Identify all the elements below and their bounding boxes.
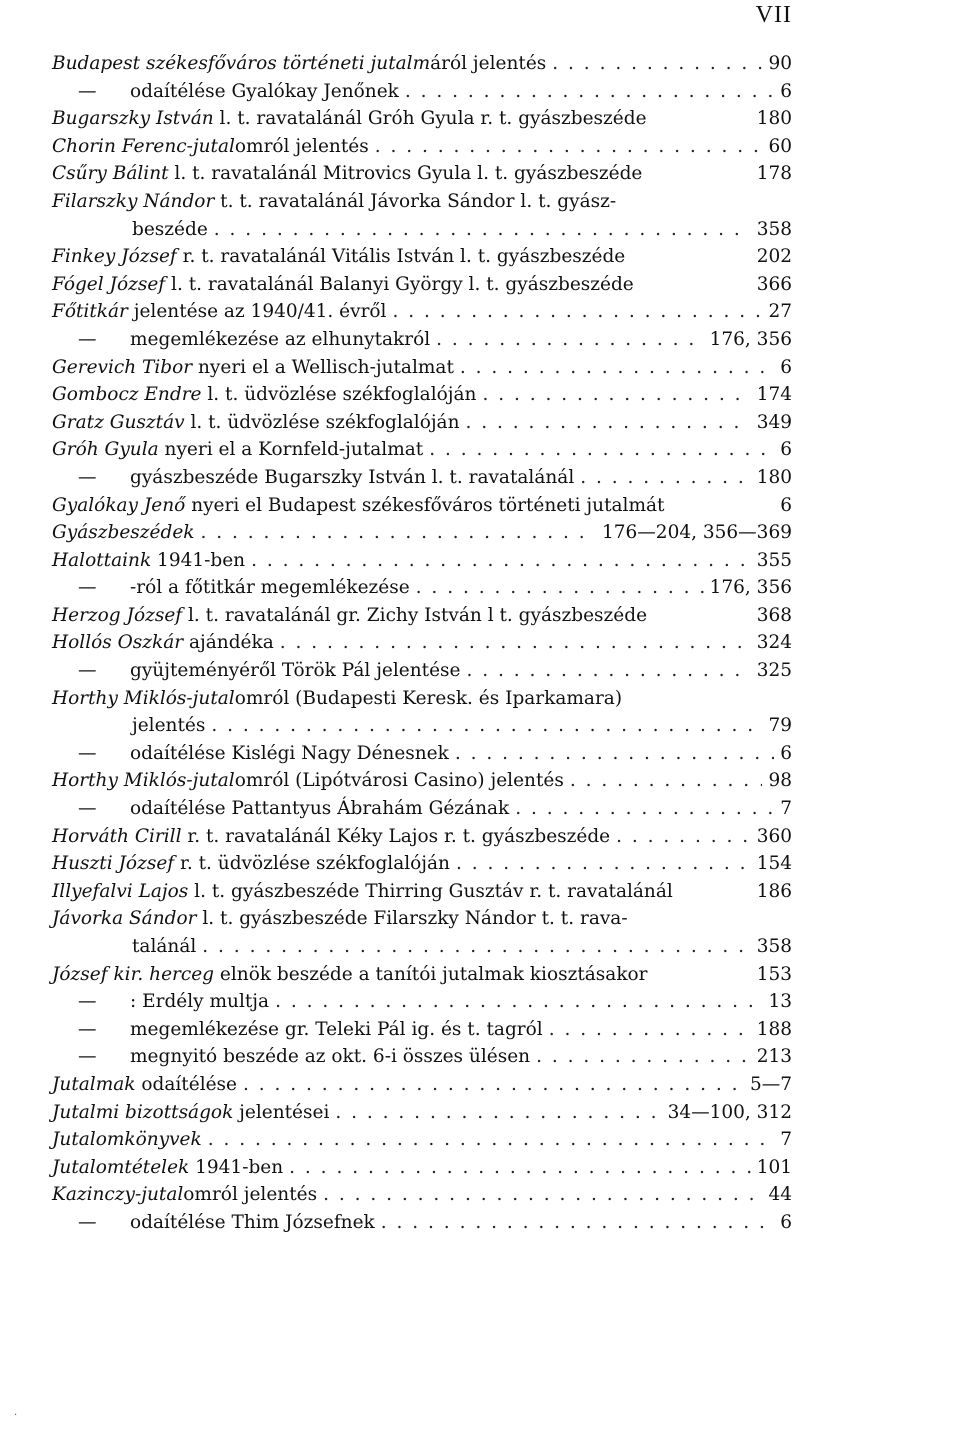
- entry-pages: 6: [780, 494, 792, 516]
- margin-dot: ·: [14, 1410, 18, 1421]
- entry-subject: Herzog József: [52, 604, 183, 626]
- entry-description: gyászbeszéde Bugarszky István l. t. ravatalánál: [130, 466, 575, 488]
- entry-pages: 360: [756, 825, 792, 847]
- entry-pages: 6: [780, 1211, 792, 1233]
- entry-subject: Horváth Cirill: [52, 825, 182, 847]
- entry-pages: 6: [780, 80, 792, 102]
- entry-subject: József kir. herceg: [52, 963, 215, 985]
- index-entry: [52, 1071, 792, 1099]
- entry-description: l. t. ravatalánál Balanyi György l. t. gyászbeszéde: [165, 273, 634, 295]
- dot-leader: [208, 1126, 775, 1154]
- entry-description: ajándéka: [183, 632, 274, 654]
- entry-subject: Fógel József: [52, 273, 166, 295]
- entry-pages: 79: [768, 715, 792, 737]
- entry-description: l. t. üdvözlése székfoglalóján: [184, 411, 460, 433]
- entry-subject: Gyalókay Jenő: [52, 494, 186, 516]
- entry-description: elnök beszéde a tanítói jutalmak kiosztásakor: [214, 963, 648, 985]
- index-entry: [52, 574, 792, 602]
- index-entry: [52, 519, 792, 547]
- entry-pages: 213: [756, 1046, 792, 1068]
- entry-description: r. t. ravatalánál Kéky Lajos r. t. gyászbeszéde: [181, 825, 611, 847]
- entry-subject: Horthy Miklós-jutal: [52, 687, 235, 709]
- entry-pages: 174: [756, 384, 792, 406]
- entry-pages: 366: [756, 273, 792, 295]
- entry-pages: 368: [756, 604, 792, 626]
- entry-description: áról jelentés: [430, 53, 547, 74]
- dot-leader: [580, 464, 750, 492]
- entry-text: [52, 574, 410, 602]
- entry-text: [52, 712, 205, 740]
- entry-subject: Gróh Gyula: [52, 439, 159, 461]
- entry-description: r. t. ravatalánál Vitális István l. t. gyászbeszéde: [176, 246, 626, 268]
- dot-leader: [466, 409, 751, 437]
- entry-description: omról jelentés: [183, 1184, 318, 1206]
- dot-leader: [243, 1071, 744, 1099]
- entry-description: l. t. gyászbeszéde Thirring Gusztáv r. t. ravatalánál: [188, 880, 673, 902]
- entry-description: omról (Budapesti Keresk. és Iparkamara): [234, 687, 623, 709]
- entry-subject: Chorin Ferenc-jutal: [52, 135, 235, 157]
- index-entry: [52, 216, 792, 244]
- entry-text: [52, 933, 196, 961]
- entry-subject: Illyefalvi Lajos: [52, 880, 189, 902]
- dot-leader: [482, 381, 750, 409]
- entry-pages: 13: [768, 991, 792, 1013]
- dot-leader: [392, 298, 762, 326]
- entry-text: [52, 519, 194, 547]
- dot-leader: [405, 78, 774, 106]
- entry-text: [52, 1043, 530, 1071]
- index-entry: [52, 795, 792, 823]
- index-entry: [52, 988, 792, 1016]
- entry-text: [52, 823, 610, 851]
- index-entry: [52, 160, 792, 188]
- entry-pages: 98: [768, 770, 792, 792]
- entry-subject: Csűry Bálint: [52, 163, 169, 185]
- entry-description: omról jelentés: [234, 135, 369, 157]
- entry-text: [52, 850, 450, 878]
- entry-subject: Jutalmak: [52, 1073, 136, 1095]
- entry-pages: 324: [756, 632, 792, 654]
- entry-description: odaítélése Gyalókay Jenőnek: [130, 80, 399, 102]
- index-entry: [52, 1126, 792, 1154]
- dot-leader: [381, 1209, 774, 1237]
- entry-pages: 325: [756, 660, 792, 682]
- index-entry: [52, 629, 792, 657]
- index-entry: [52, 326, 792, 354]
- index-entry: [52, 133, 792, 161]
- entry-description: jelentései: [233, 1101, 330, 1123]
- entry-pages: 6: [780, 742, 792, 764]
- dot-leader: [515, 795, 774, 823]
- entry-pages: 176—204, 356—369: [601, 522, 792, 544]
- index-entry: [52, 767, 792, 795]
- entry-text: [52, 740, 449, 768]
- entry-text: [52, 133, 369, 161]
- index-entry: [52, 933, 792, 961]
- dot-leader: [536, 1043, 751, 1071]
- entry-text: [52, 1099, 329, 1127]
- entry-description: odaítélése: [135, 1073, 237, 1095]
- entry-subject: Filarszky Nándor: [52, 190, 215, 212]
- entry-text: [52, 1154, 283, 1182]
- entry-pages: 5—7: [749, 1073, 792, 1095]
- entry-description: jelentése az 1940/41. évről: [127, 301, 387, 323]
- dot-leader: [251, 547, 751, 575]
- entry-text: [52, 905, 628, 933]
- entry-subject: Kazinczy-jutal: [52, 1184, 184, 1206]
- entry-subject: Jutalomtételek: [52, 1156, 190, 1178]
- entry-description: l. t. üdvözlése székfoglalóján: [201, 384, 477, 406]
- entry-pages: 6: [780, 356, 792, 378]
- entry-text: [52, 78, 399, 106]
- entry-description: beszéde: [132, 218, 208, 240]
- entry-text: [52, 160, 642, 188]
- index-entry: [52, 657, 792, 685]
- dot-leader: [455, 740, 774, 768]
- entry-text: [52, 602, 647, 630]
- entry-pages: 153: [756, 963, 792, 985]
- entry-pages: 186: [756, 880, 792, 902]
- entry-text: [52, 547, 245, 575]
- index-entry: [52, 464, 792, 492]
- entry-text: [52, 795, 509, 823]
- entry-subject: Bugarszky István: [52, 108, 214, 130]
- entry-pages: 44: [768, 1184, 792, 1206]
- entry-pages: 27: [768, 301, 792, 323]
- dot-leader: [460, 354, 774, 382]
- dot-leader: [280, 629, 751, 657]
- entry-description: : Erdély multja: [130, 991, 270, 1013]
- entry-text: [52, 436, 423, 464]
- index-list: [52, 50, 792, 1237]
- entry-text: [52, 1209, 375, 1237]
- entry-pages: 202: [756, 246, 792, 268]
- entry-pages: 7: [780, 798, 792, 820]
- dot-leader: [570, 767, 763, 795]
- entry-description: nyeri el a Wellisch-jutalmat: [192, 356, 454, 378]
- dot-leader: [211, 712, 762, 740]
- index-entry: [52, 50, 792, 78]
- dot-leader: [466, 657, 750, 685]
- entry-text: [52, 961, 648, 989]
- entry-description: 1941-ben: [151, 549, 246, 571]
- entry-subject: Gombocz Endre: [52, 384, 202, 406]
- entry-text: [52, 492, 664, 520]
- entry-description: l. t. ravatalánál Mitrovics Gyula l. t. gyászbeszéde: [168, 163, 643, 185]
- entry-description: nyeri el Budapest székesfőváros történeti jutalmát: [185, 494, 665, 516]
- entry-pages: 180: [756, 108, 792, 130]
- entry-pages: 178: [756, 163, 792, 185]
- index-entry: [52, 243, 792, 271]
- index-entry: [52, 298, 792, 326]
- index-entry: [52, 354, 792, 382]
- dot-leader: [202, 933, 750, 961]
- entry-text: [52, 1126, 202, 1154]
- entry-text: [52, 685, 622, 713]
- index-entry: [52, 878, 792, 906]
- entry-pages: 188: [756, 1018, 792, 1040]
- dot-leader: [214, 216, 751, 244]
- entry-description: odaítélése Pattantyus Ábrahám Gézának: [130, 798, 510, 820]
- index-entry: [52, 1043, 792, 1071]
- index-entry: [52, 602, 792, 630]
- entry-pages: 176, 356: [709, 577, 792, 599]
- entry-pages: 60: [768, 135, 792, 157]
- entry-text: [52, 243, 625, 271]
- entry-description: nyeri el a Kornfeld-jutalmat: [158, 439, 424, 461]
- entry-text: [52, 354, 454, 382]
- dot-leader: [275, 988, 762, 1016]
- entry-pages: 6: [780, 439, 792, 461]
- entry-text: [52, 271, 634, 299]
- dot-leader: [323, 1181, 762, 1209]
- dot-leader: [416, 574, 704, 602]
- index-entry: [52, 78, 792, 106]
- entry-description: 1941-ben: [189, 1156, 284, 1178]
- dot-leader: [549, 1016, 751, 1044]
- entry-description: l. t. ravatalánál Gróh Gyula r. t. gyászbeszéde: [213, 108, 647, 130]
- entry-description: megnyitó beszéde az okt. 6-i összes ülésen: [130, 1046, 531, 1068]
- entry-description: odaítélése Thim Józsefnek: [130, 1211, 375, 1233]
- entry-text: [52, 188, 616, 216]
- index-entry: [52, 961, 792, 989]
- entry-text: [52, 105, 647, 133]
- index-entry: [52, 1016, 792, 1044]
- entry-subject: Gratz Gusztáv: [52, 411, 185, 433]
- entry-text: [52, 1016, 543, 1044]
- entry-pages: 180: [756, 466, 792, 488]
- entry-text: [52, 1071, 237, 1099]
- entry-description: talánál: [132, 936, 197, 957]
- entry-text: [52, 381, 476, 409]
- dot-leader: [616, 823, 751, 851]
- entry-subject: Finkey József: [52, 246, 177, 268]
- entry-description: odaítélése Kislégi Nagy Dénesnek: [130, 742, 449, 764]
- entry-text: [52, 326, 430, 354]
- dot-leader: [436, 326, 703, 354]
- entry-description: r. t. üdvözlése székfoglalóján: [174, 853, 450, 875]
- entry-description: megemlékezése az elhunytakról: [130, 328, 431, 350]
- entry-pages: 101: [756, 1156, 792, 1178]
- entry-subject: Jutalomkönyvek: [52, 1129, 202, 1151]
- entry-description: gyüjteményéről Török Pál jelentése: [130, 660, 461, 682]
- index-entry: [52, 850, 792, 878]
- entry-text: [52, 629, 274, 657]
- index-entry: [52, 1154, 792, 1182]
- entry-description: t. t. ravatalánál Jávorka Sándor l. t. gyász-: [214, 190, 617, 212]
- entry-text: [52, 409, 460, 437]
- entry-text: [52, 878, 673, 906]
- dot-leader: [429, 436, 774, 464]
- entry-subject: Budapest székesfőváros történeti jutalm: [52, 53, 431, 74]
- entry-pages: 176, 356: [709, 328, 792, 350]
- entry-description: -ról a főtitkár megemlékezése: [130, 577, 410, 599]
- entry-pages: 355: [756, 549, 792, 571]
- entry-pages: 34—100, 312: [667, 1101, 792, 1123]
- entry-text: [52, 298, 386, 326]
- entry-pages: 358: [756, 218, 792, 240]
- entry-subject: Horthy Miklós-jutal: [52, 770, 235, 792]
- entry-subject: Gyászbeszédek: [52, 522, 195, 544]
- entry-pages: 349: [756, 411, 792, 433]
- dot-leader: [289, 1154, 751, 1182]
- index-entry: [52, 381, 792, 409]
- entry-subject: Halottaink: [52, 549, 152, 571]
- entry-description: l. t. gyászbeszéde Filarszky Nándor t. t. rava-: [196, 908, 628, 930]
- index-entry: [52, 740, 792, 768]
- entry-description: omról (Lipótvárosi Casino) jelentés: [234, 770, 564, 792]
- entry-text: [52, 988, 269, 1016]
- index-entry: [52, 1181, 792, 1209]
- index-entry: [52, 712, 792, 740]
- dot-leader: [552, 50, 762, 78]
- entry-description: jelentés: [132, 715, 206, 737]
- entry-text: [52, 50, 546, 78]
- entry-subject: Főtitkár: [52, 301, 128, 323]
- entry-subject: Huszti József: [52, 853, 175, 875]
- dot-leader: [200, 519, 596, 547]
- page-number: VII: [755, 2, 792, 28]
- dot-leader: [375, 133, 763, 161]
- entry-pages: 358: [756, 936, 792, 957]
- index-entry: [52, 436, 792, 464]
- index-entry: [52, 547, 792, 575]
- entry-pages: 154: [756, 853, 792, 875]
- index-entry: [52, 492, 792, 520]
- entry-subject: Jutalmi bizottságok: [52, 1101, 234, 1123]
- dot-leader: [456, 850, 751, 878]
- entry-text: [52, 216, 208, 244]
- entry-text: [52, 464, 574, 492]
- entry-subject: Jávorka Sándor: [52, 908, 197, 930]
- entry-pages: 7: [780, 1129, 792, 1151]
- entry-text: [52, 1181, 317, 1209]
- entry-subject: Gerevich Tibor: [52, 356, 193, 378]
- index-entry: [52, 823, 792, 851]
- index-entry: [52, 1209, 792, 1237]
- index-entry: [52, 271, 792, 299]
- index-entry: [52, 1099, 792, 1127]
- index-entry: [52, 685, 792, 713]
- index-entry: [52, 105, 792, 133]
- entry-subject: Hollós Oszkár: [52, 632, 184, 654]
- entry-text: [52, 767, 564, 795]
- entry-description: l. t. ravatalánál gr. Zichy István l t. gyászbeszéde: [182, 604, 648, 626]
- index-entry: [52, 188, 792, 216]
- index-entry: [52, 905, 792, 933]
- entry-description: megemlékezése gr. Teleki Pál ig. és t. tagról: [130, 1018, 543, 1040]
- entry-text: [52, 657, 460, 685]
- entry-pages: 90: [768, 53, 792, 74]
- index-entry: [52, 409, 792, 437]
- dot-leader: [335, 1099, 661, 1127]
